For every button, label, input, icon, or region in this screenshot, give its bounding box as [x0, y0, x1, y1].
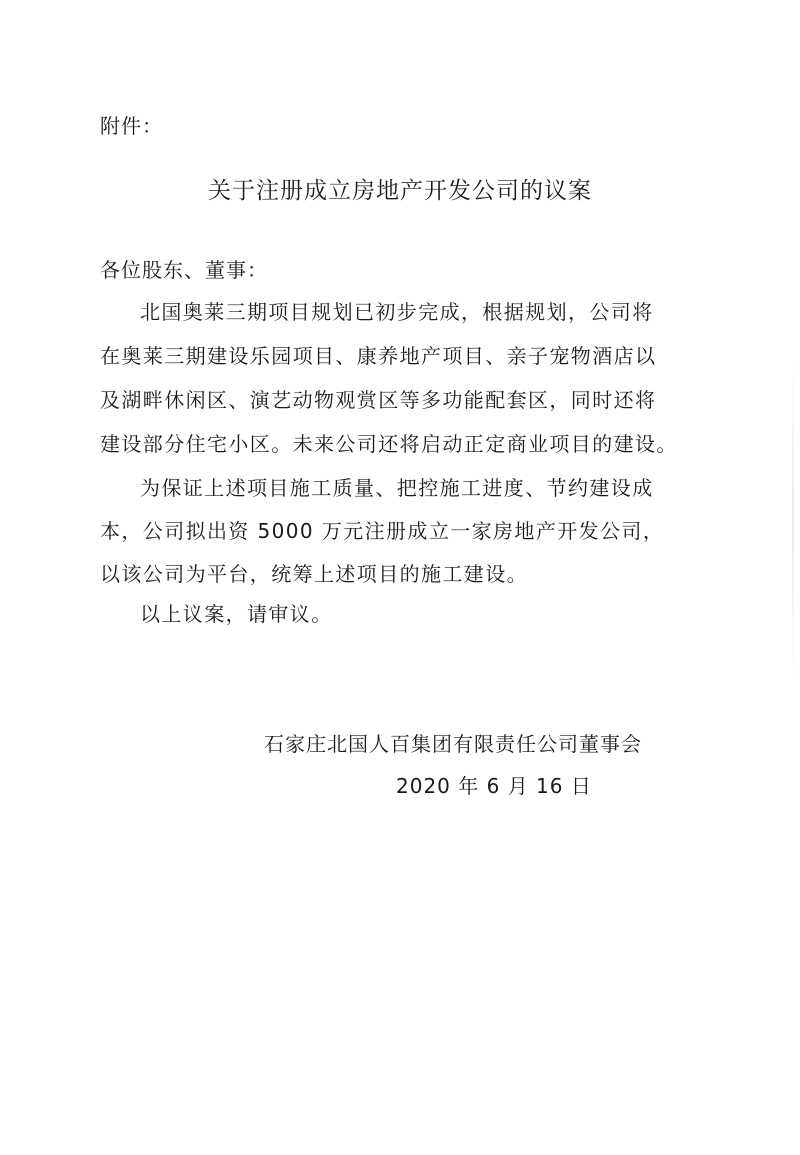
paragraph-2-line-3: 以该公司为平台，统筹上述项目的施工建设。 [100, 562, 528, 586]
paragraph-1-line-1: 北国奥莱三期项目规划已初步完成，根据规划，公司将 [140, 300, 654, 324]
document-title: 关于注册成立房地产开发公司的议案 [208, 178, 592, 204]
attachment-label: 附件： [100, 114, 163, 138]
paragraph-2-line-1: 为保证上述项目施工质量、把控施工进度、节约建设成 [140, 476, 654, 500]
paragraph-3-line-1: 以上议案，请审议。 [140, 602, 333, 626]
scan-edge-shadow [792, 360, 794, 680]
signature-organization: 石家庄北国人百集团有限责任公司董事会 [264, 732, 642, 756]
paragraph-1-line-3: 及湖畔休闲区、演艺动物观赏区等多功能配套区，同时还将 [100, 388, 657, 412]
salutation: 各位股东、董事： [100, 258, 268, 282]
paragraph-2-line-2: 本，公司拟出资 5000 万元注册成立一家房地产开发公司， [100, 519, 665, 543]
paragraph-1-line-4: 建设部分住宅小区。未来公司还将启动正定商业项目的建设。 [100, 432, 678, 456]
paragraph-1-line-2: 在奥莱三期建设乐园项目、康养地产项目、亲子宠物酒店以 [100, 344, 657, 368]
signature-date: 2020 年 6 月 16 日 [396, 774, 592, 798]
